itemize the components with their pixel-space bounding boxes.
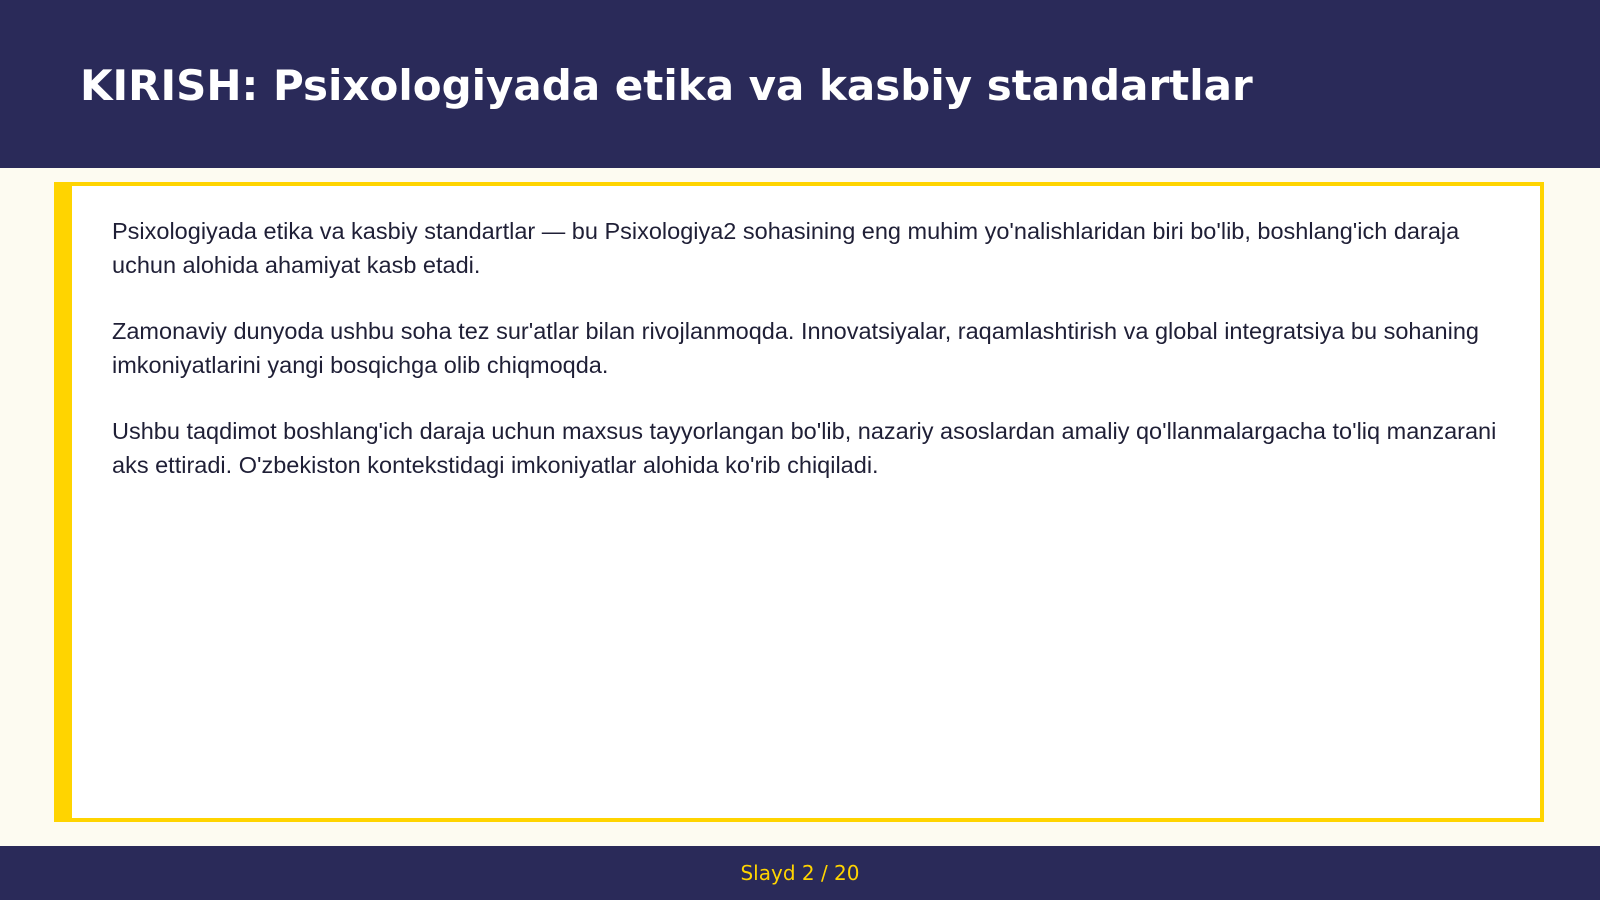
intro-paragraph: Psixologiyada etika va kasbiy standartlar — bu Psixologiya2 sohasining eng muhim yo'nalishlaridan biri bo'lib, boshlang'ich daraja uchun alohida ahamiyat kasb etadi. bbox=[112, 218, 1460, 278]
slide-counter: Slayd 2 / 20 bbox=[740, 861, 860, 885]
modern-world-paragraph: Zamonaviy dunyoda ushbu soha tez sur'atlar bilan rivojlanmoqda. Innovatsiyalar, raqamlashtirish va global integratsiya bu sohaning imkoniyatlarini yangi bosqichga olib chiqmoqda. bbox=[112, 318, 1479, 378]
slide-header bbox=[0, 0, 1600, 168]
slide-title: KIRISH: Psixologiyada etika va kasbiy standartlar bbox=[80, 61, 1253, 110]
content-card bbox=[54, 182, 1544, 822]
slide-footer bbox=[0, 846, 1600, 900]
presentation-scope-paragraph: Ushbu taqdimot boshlang'ich daraja uchun maxsus tayyorlangan bo'lib, nazariy asoslardan amaliy qo'llanmalargacha to'liq manzarani aks ettiradi. O'zbekiston kontekstidagi imkoniyatlar alohida ko'rib chiqiladi. bbox=[112, 418, 1497, 478]
